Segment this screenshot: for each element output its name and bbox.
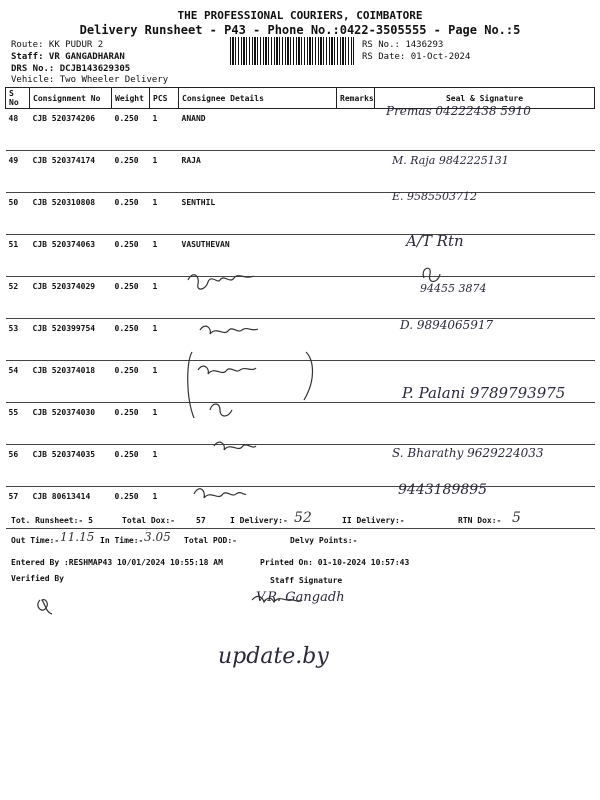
signature-55: P. Palani 9789793975 xyxy=(402,384,566,402)
tot-runsheet: Tot. Runsheet:- 5 xyxy=(11,516,93,525)
cell-cno: CJB 520399754 xyxy=(30,319,112,361)
cell-sno: 56 xyxy=(6,445,30,487)
printed-on: Printed On: 01-10-2024 10:57:43 xyxy=(260,558,410,567)
delvy-points: Delvy Points:- xyxy=(290,536,358,545)
cell-consignee: VASUTHEVAN xyxy=(179,235,337,277)
signature-53: D. 9894065917 xyxy=(400,318,494,332)
cell-cno: CJB 520374206 xyxy=(30,109,112,151)
cell-pcs: 1 xyxy=(150,193,179,235)
col-sno: S No xyxy=(6,88,30,109)
brackets-54 xyxy=(188,352,313,418)
cell-cno: CJB 520374030 xyxy=(30,403,112,445)
col-signature: Seal & Signature xyxy=(375,88,595,109)
signature-48: Premas 04222438 5910 xyxy=(386,104,531,118)
rs-number: RS No.: 1436293 xyxy=(362,40,444,50)
cell-cno: CJB 520310808 xyxy=(30,193,112,235)
cell-sno: 50 xyxy=(6,193,30,235)
mark-52 xyxy=(423,268,440,281)
route: Route: KK PUDUR 2 xyxy=(11,40,104,50)
rs-date: RS Date: 01-Oct-2024 xyxy=(362,52,471,62)
scribble-54 xyxy=(198,366,256,374)
col-pcs: PCS xyxy=(150,88,179,109)
cell-pcs: 1 xyxy=(150,235,179,277)
entered-by: Entered By :RESHMAP43 10/01/2024 10:55:18 AM xyxy=(11,558,223,567)
cell-weight: 0.250 xyxy=(112,403,150,445)
ii-delivery-label: II Delivery:- xyxy=(342,516,405,525)
out-time-label: Out Time:- xyxy=(11,536,60,545)
cell-pcs: 1 xyxy=(150,109,179,151)
cell-pcs: 1 xyxy=(150,403,179,445)
cell-cno: CJB 80613414 xyxy=(30,487,112,529)
cell-weight: 0.250 xyxy=(112,277,150,319)
rtn-dox-label: RTN Dox:- xyxy=(458,516,502,525)
cell-weight: 0.250 xyxy=(112,109,150,151)
scribble-54b xyxy=(210,404,232,416)
in-time-label: In Time:- xyxy=(100,536,144,545)
staff-signature-hand: V.R. Gangadh xyxy=(256,590,345,605)
cell-sno: 55 xyxy=(6,403,30,445)
out-time-value: 11.15 xyxy=(60,530,95,544)
signature-51: A/T Rtn xyxy=(406,232,464,250)
cell-weight: 0.250 xyxy=(112,235,150,277)
total-dox-label: Total Dox:- xyxy=(122,516,175,525)
col-remarks: Remarks xyxy=(337,88,375,109)
cell-consignee: RAJA xyxy=(179,151,337,193)
cell-sno: 48 xyxy=(6,109,30,151)
cell-pcs: 1 xyxy=(150,487,179,529)
signature-52: 94455 3874 xyxy=(420,282,487,295)
runsheet-title: Delivery Runsheet - P43 - Phone No.:0422-3505555 - Page No.:5 xyxy=(79,23,521,37)
vehicle: Vehicle: Two Wheeler Delivery xyxy=(11,75,169,85)
cell-cno: CJB 520374063 xyxy=(30,235,112,277)
cell-cno: CJB 520374029 xyxy=(30,277,112,319)
cell-weight: 0.250 xyxy=(112,193,150,235)
i-delivery-label: I Delivery:- xyxy=(230,516,288,525)
cell-sno: 49 xyxy=(6,151,30,193)
signature-50: E. 9585503712 xyxy=(392,190,478,203)
cell-cno: CJB 520374174 xyxy=(30,151,112,193)
staff-signature-label: Staff Signature xyxy=(270,576,343,585)
cell-cno: CJB 520374035 xyxy=(30,445,112,487)
cell-weight: 0.250 xyxy=(112,151,150,193)
cell-pcs: 1 xyxy=(150,151,179,193)
col-consignee: Consignee Details xyxy=(179,88,337,109)
col-consignment: Consignment No xyxy=(30,88,112,109)
scribble-52 xyxy=(188,275,254,289)
cell-consignee: SENTHIL xyxy=(179,193,337,235)
cell-pcs: 1 xyxy=(150,277,179,319)
company-title: THE PROFESSIONAL COURIERS, COIMBATORE xyxy=(177,9,423,22)
cell-pcs: 1 xyxy=(150,319,179,361)
cell-sno: 52 xyxy=(6,277,30,319)
cell-sno: 53 xyxy=(6,319,30,361)
i-delivery-value: 52 xyxy=(294,510,312,526)
scribble-57 xyxy=(194,489,246,498)
rtn-dox-value: 5 xyxy=(512,510,521,526)
cell-weight: 0.250 xyxy=(112,319,150,361)
cell-sno: 57 xyxy=(6,487,30,529)
drs-number: DRS No.: DCJB143629305 xyxy=(11,64,131,74)
signature-57: 9443189895 xyxy=(398,482,488,498)
update-note: update.by xyxy=(218,644,329,669)
verified-sig xyxy=(38,600,52,614)
col-weight: Weight xyxy=(112,88,150,109)
scribble-56 xyxy=(214,442,256,450)
cell-pcs: 1 xyxy=(150,445,179,487)
in-time-value: 3.05 xyxy=(144,530,171,544)
signature-56: S. Bharathy 9629224033 xyxy=(392,446,544,460)
cell-weight: 0.250 xyxy=(112,445,150,487)
scribble-53 xyxy=(200,326,258,334)
staff: Staff: VR GANGADHARAN xyxy=(11,52,125,62)
total-pod: Total POD:- xyxy=(184,536,237,545)
cell-sno: 54 xyxy=(6,361,30,403)
cell-pcs: 1 xyxy=(150,361,179,403)
verified-by: Verified By xyxy=(11,574,64,583)
cell-weight: 0.250 xyxy=(112,487,150,529)
cell-weight: 0.250 xyxy=(112,361,150,403)
total-dox-value: 57 xyxy=(196,516,206,525)
signature-49: M. Raja 9842225131 xyxy=(392,154,509,167)
cell-consignee: ANAND xyxy=(179,109,337,151)
cell-sno: 51 xyxy=(6,235,30,277)
cell-cno: CJB 520374018 xyxy=(30,361,112,403)
